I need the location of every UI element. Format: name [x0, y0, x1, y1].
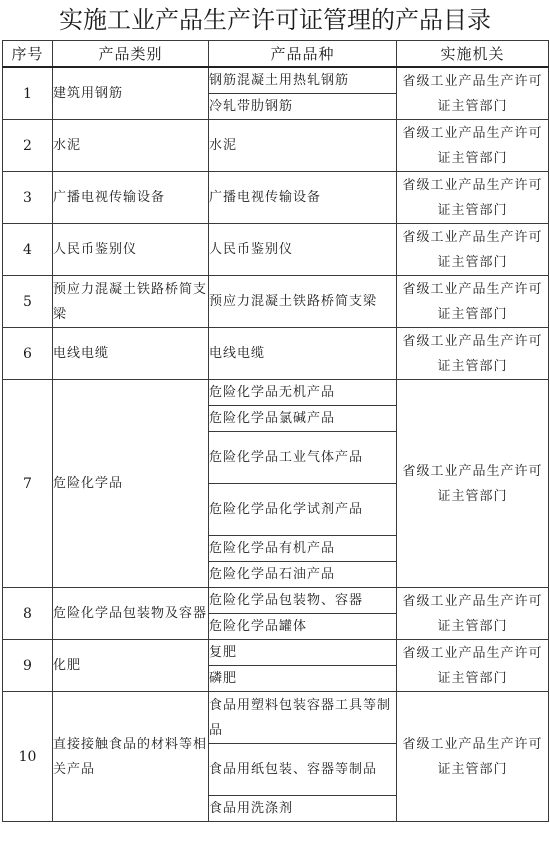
- header-variety: 产品品种: [209, 41, 397, 68]
- table-row: [3, 692, 549, 744]
- row-number: 10: [3, 692, 53, 822]
- variety-cell: 危险化学品氯碱产品: [209, 406, 397, 432]
- category-cell: 电线电缆: [53, 328, 209, 380]
- header-authority: 实施机关: [397, 41, 549, 68]
- variety-cell: 危险化学品工业气体产品: [209, 432, 397, 484]
- row-number: 7: [3, 380, 53, 588]
- variety-cell: 电线电缆: [209, 328, 397, 380]
- table-header-row: [3, 41, 549, 68]
- row-number: 2: [3, 120, 53, 172]
- category-cell: 建筑用钢筋: [53, 67, 209, 120]
- header-no: 序号: [3, 41, 53, 68]
- row-number: 3: [3, 172, 53, 224]
- row-number: 9: [3, 640, 53, 692]
- category-cell: 广播电视传输设备: [53, 172, 209, 224]
- variety-cell: 食品用塑料包装容器工具等制品: [209, 692, 397, 744]
- variety-cell: 预应力混凝土铁路桥简支梁: [209, 276, 397, 328]
- authority-cell: 省级工业产品生产许可证主管部门: [397, 640, 549, 692]
- variety-cell: 复肥: [209, 640, 397, 666]
- row-number: 8: [3, 588, 53, 640]
- variety-cell: 危险化学品石油产品: [209, 562, 397, 588]
- table-row: [3, 276, 549, 328]
- header-category: 产品类别: [53, 41, 209, 68]
- variety-cell: 危险化学品无机产品: [209, 380, 397, 406]
- row-number: 5: [3, 276, 53, 328]
- table-row: [3, 640, 549, 666]
- authority-cell: 省级工业产品生产许可证主管部门: [397, 120, 549, 172]
- category-cell: 水泥: [53, 120, 209, 172]
- category-cell: 直接接触食品的材料等相关产品: [53, 692, 209, 822]
- variety-cell: 危险化学品有机产品: [209, 536, 397, 562]
- variety-cell: 食品用洗涤剂: [209, 796, 397, 822]
- variety-cell: 钢筋混凝土用热轧钢筋: [209, 67, 397, 94]
- authority-cell: 省级工业产品生产许可证主管部门: [397, 588, 549, 640]
- variety-cell: 冷轧带肋钢筋: [209, 94, 397, 120]
- category-cell: 人民币鉴别仪: [53, 224, 209, 276]
- row-number: 4: [3, 224, 53, 276]
- category-cell: 化肥: [53, 640, 209, 692]
- table-row: [3, 120, 549, 172]
- row-number: 6: [3, 328, 53, 380]
- authority-cell: 省级工业产品生产许可证主管部门: [397, 67, 549, 120]
- variety-cell: 广播电视传输设备: [209, 172, 397, 224]
- table-row: [3, 67, 549, 94]
- authority-cell: 省级工业产品生产许可证主管部门: [397, 328, 549, 380]
- product-catalog-table: [2, 40, 549, 822]
- authority-cell: 省级工业产品生产许可证主管部门: [397, 380, 549, 588]
- authority-cell: 省级工业产品生产许可证主管部门: [397, 172, 549, 224]
- authority-cell: 省级工业产品生产许可证主管部门: [397, 276, 549, 328]
- category-cell: 危险化学品: [53, 380, 209, 588]
- authority-cell: 省级工业产品生产许可证主管部门: [397, 692, 549, 822]
- table-row: [3, 172, 549, 224]
- row-number: 1: [3, 67, 53, 120]
- page-title: 实施工业产品生产许可证管理的产品目录: [59, 6, 491, 34]
- table-row: [3, 380, 549, 406]
- variety-cell: 人民币鉴别仪: [209, 224, 397, 276]
- table-row: [3, 224, 549, 276]
- variety-cell: 水泥: [209, 120, 397, 172]
- variety-cell: 危险化学品化学试剂产品: [209, 484, 397, 536]
- category-cell: 预应力混凝土铁路桥简支梁: [53, 276, 209, 328]
- variety-cell: 危险化学品包装物、容器: [209, 588, 397, 614]
- variety-cell: 磷肥: [209, 666, 397, 692]
- category-cell: 危险化学品包装物及容器: [53, 588, 209, 640]
- authority-cell: 省级工业产品生产许可证主管部门: [397, 224, 549, 276]
- table-row: [3, 588, 549, 614]
- variety-cell: 危险化学品罐体: [209, 614, 397, 640]
- table-row: [3, 328, 549, 380]
- variety-cell: 食品用纸包装、容器等制品: [209, 744, 397, 796]
